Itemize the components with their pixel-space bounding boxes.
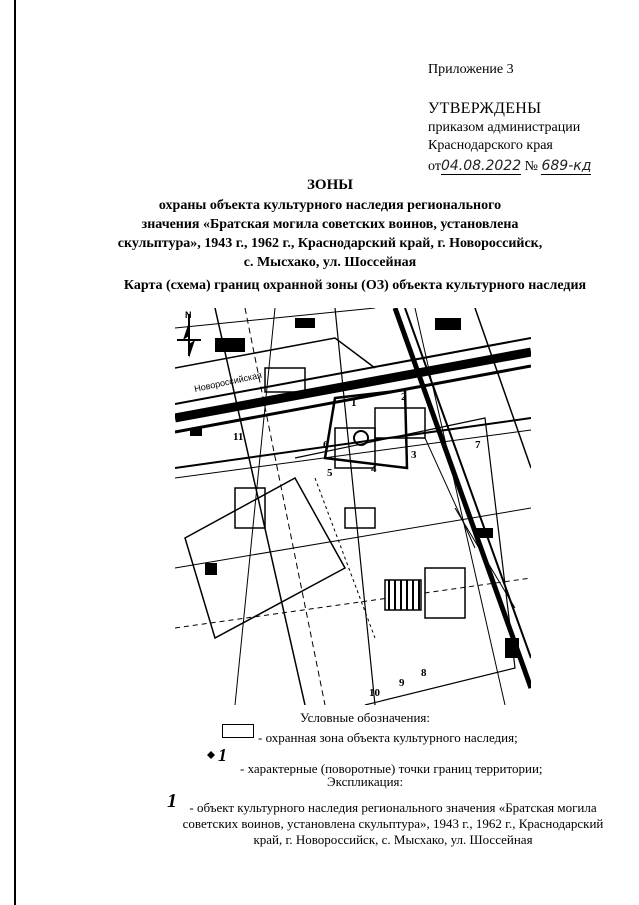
explication-title: Экспликация:: [327, 774, 404, 789]
boundary-map: [175, 308, 531, 705]
subtitle-line-3: скульптура», 1943 г., 1962 г., Краснодарский край, г. Новороссийск,: [117, 236, 543, 251]
point-label: 5: [327, 467, 333, 479]
map-caption: Карта (схема) границ охранной зоны (ОЗ) объекта культурного наследия: [123, 278, 587, 293]
approved-heading: УТВЕРЖДЕНЫ: [428, 100, 542, 117]
point-label: 1: [351, 397, 357, 409]
doc-subtitle: [60, 196, 600, 272]
point-label: 10: [369, 687, 380, 699]
explication-line-1: - объект культурного наследия регионального значения «Братская могила: [189, 800, 597, 815]
doc-title: ЗОНЫ: [307, 177, 353, 193]
order-line-1: приказом администрации: [428, 120, 581, 135]
point-label: 7: [475, 439, 481, 451]
explication-line-2: советских воинов, установлена скульптура», 1943 г., 1962 г., Краснодарский: [182, 816, 604, 831]
explication-line-3: край, г. Новороссийск, с. Мысхако, ул. Шоссейная: [253, 832, 533, 847]
point-label: 8: [421, 667, 427, 679]
subtitle-line-2: значения «Братская могила советских воинов, установлена: [141, 217, 519, 232]
left-margin-rule: [14, 0, 16, 905]
order-date-line: [428, 158, 618, 178]
date-prefix: от: [428, 159, 441, 174]
points-legend-text: - характерные (поворотные) точки границ территории;: [240, 761, 543, 776]
street-label: Новороссийская: [193, 369, 263, 394]
subtitle-line-1: охраны объекта культурного наследия регионального: [158, 198, 502, 213]
point-label: 6: [323, 439, 329, 451]
marker-number: 1: [218, 745, 227, 765]
point-label: 9: [399, 677, 405, 689]
point-label: 4: [371, 463, 377, 475]
order-date: 04.08.2022: [440, 158, 522, 174]
point-label: 3: [411, 449, 417, 461]
explication-text: [178, 800, 608, 848]
point-label: 11: [233, 431, 244, 443]
point-label: 2: [401, 391, 407, 403]
order-line-2: Краснодарского края: [428, 138, 553, 153]
order-number: 689-кд: [541, 158, 592, 174]
subtitle-line-4: с. Мысхако, ул. Шоссейная: [243, 255, 417, 270]
legend-title: Условные обозначения:: [300, 710, 431, 725]
number-prefix: №: [524, 159, 538, 174]
monument-area: [385, 580, 421, 610]
appendix-label: Приложение 3: [428, 62, 514, 77]
zone-legend-text: - охранная зона объекта культурного наследия;: [258, 730, 518, 745]
north-label: N: [185, 310, 192, 320]
zone-legend-swatch: [222, 724, 254, 738]
turning-point-marker-icon: [205, 743, 231, 765]
explication-number: 1: [167, 790, 177, 812]
